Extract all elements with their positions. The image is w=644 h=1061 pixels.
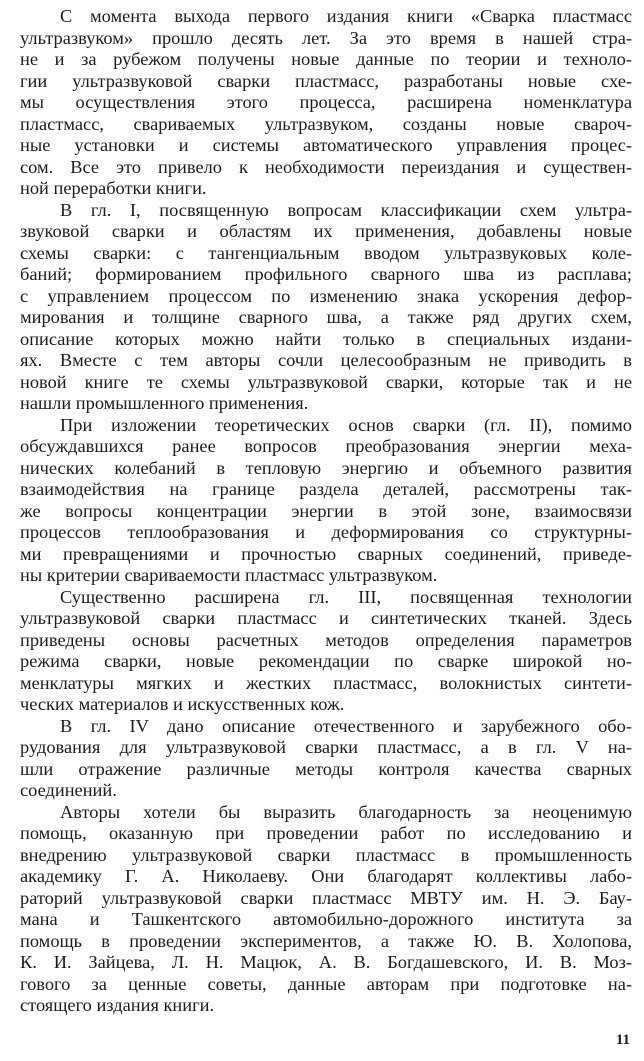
paragraph-2 bbox=[20, 200, 632, 415]
preface-text bbox=[20, 6, 632, 1017]
text-line: баний; формированием профильного сварного шва из расплава; bbox=[20, 264, 632, 284]
text-line: приведены основы расчетных методов определения параметров bbox=[20, 629, 632, 650]
page-number: 11 bbox=[615, 1032, 630, 1048]
text-line: стоящего издания книги. bbox=[20, 995, 215, 1015]
text-line: с управлением процессом по изменению знака ускорения дефор- bbox=[20, 285, 632, 306]
text-line: процессов теплообразования и деформирования со структурны- bbox=[20, 522, 632, 542]
text-line: Существенно расширена гл. III, посвященная технологии bbox=[60, 586, 632, 607]
text-line: мана и Ташкентского автомобильно-дорожного института за bbox=[20, 909, 632, 929]
text-line: ной переработки книги. bbox=[20, 178, 207, 198]
text-line: рудования для ультразвуковой сварки пластмасс, а в гл. V на- bbox=[20, 737, 632, 757]
text-line: ны критерии свариваемости пластмасс ультразвуком. bbox=[20, 565, 438, 585]
text-line: внедрению ультразвуковой сварки пластмасс в промышленность bbox=[20, 844, 632, 865]
text-line: шли отражение различные методы контроля качества сварных bbox=[20, 758, 632, 779]
text-line: звуковой сварки и областям их применения, добавлены новые bbox=[20, 221, 632, 241]
paragraph-1 bbox=[20, 6, 632, 200]
text-line: сом. Все это привело к необходимости переиздания и существен- bbox=[20, 156, 632, 177]
paragraph-6 bbox=[20, 802, 632, 1017]
paragraph-3 bbox=[20, 415, 632, 587]
text-line: нашли промышленного применения. bbox=[20, 393, 309, 413]
text-line: пластмасс, свариваемых ультразвуком, созданы новые свароч- bbox=[20, 113, 632, 134]
text-line: мы осуществления этого процесса, расширена номенклатура bbox=[20, 92, 632, 112]
text-line: мирования и толщине сварного шва, а также ряд других схем, bbox=[20, 307, 632, 327]
text-line: гового за ценные советы, данные авторам при подготовке на- bbox=[20, 973, 632, 994]
paragraph-5 bbox=[20, 716, 632, 802]
text-line: ческих материалов и искусственных кож. bbox=[20, 694, 345, 714]
text-line: В гл. IV дано описание отечественного и зарубежного обо- bbox=[60, 715, 632, 736]
text-line: новой книге те схемы ультразвуковой сварки, которые так и не bbox=[20, 371, 632, 392]
text-line: не и за рубежом получены новые данные по теории и техноло- bbox=[20, 49, 632, 69]
text-line: ультразвуковой сварки пластмасс и синтетических тканей. Здесь bbox=[20, 608, 632, 628]
text-line: же вопросы концентрации энергии в этой зоне, взаимосвязи bbox=[20, 500, 632, 521]
text-line: С момента выхода первого издания книги «Сварка пластмасс bbox=[60, 6, 632, 26]
text-line: менклатуры мягких и жестких пластмасс, волокнистых синтети- bbox=[20, 672, 632, 693]
text-line: раторий ультразвуковой сварки пластмасс МВТУ им. Н. Э. Бау- bbox=[20, 887, 632, 908]
text-line: помощь в проведении экспериментов, а также Ю. В. Холопова, bbox=[20, 930, 632, 951]
text-line: нических колебаний в тепловую энергию и объемного развития bbox=[20, 457, 632, 478]
text-line: соединений. bbox=[20, 780, 117, 800]
text-line: взаимодействия на границе раздела деталей, рассмотрены так- bbox=[20, 479, 632, 499]
text-line: ми превращениями и прочностью сварных соединений, приведе- bbox=[20, 543, 632, 564]
text-line: ные установки и системы автоматического управления процес- bbox=[20, 135, 632, 155]
text-line: гии ультразвуковой сварки пластмасс, разработаны новые схе- bbox=[20, 70, 632, 91]
text-line: В гл. I, посвященную вопросам классификации схем ультра- bbox=[60, 199, 632, 220]
text-line: помощь, оказанную при проведении работ по исследованию и bbox=[20, 823, 632, 843]
paragraph-4 bbox=[20, 587, 632, 716]
text-line: ультразвуком» прошло десять лет. За это время в нашей стра- bbox=[20, 27, 632, 48]
text-line: К. И. Зайцева, Л. Н. Мацюк, А. В. Богдашевского, И. В. Моз- bbox=[20, 952, 632, 972]
text-line: схемы сварки: с тангенциальным вводом ультразвуковых коле- bbox=[20, 242, 632, 263]
text-line: режима сварки, новые рекомендации по сварке широкой но- bbox=[20, 651, 632, 671]
text-line: При изложении теоретических основ сварки (гл. II), помимо bbox=[60, 414, 632, 435]
text-line: академику Г. А. Николаеву. Они благодарят коллективы лабо- bbox=[20, 866, 632, 886]
text-line: обсуждавшихся ранее вопросов преобразования энергии меха- bbox=[20, 436, 632, 456]
text-line: Авторы хотели бы выразить благодарность за неоценимую bbox=[60, 801, 632, 822]
text-line: описание которых можно найти только в специальных издани- bbox=[20, 328, 632, 349]
text-line: ях. Вместе с тем авторы сочли целесообразным не приводить в bbox=[20, 350, 632, 370]
